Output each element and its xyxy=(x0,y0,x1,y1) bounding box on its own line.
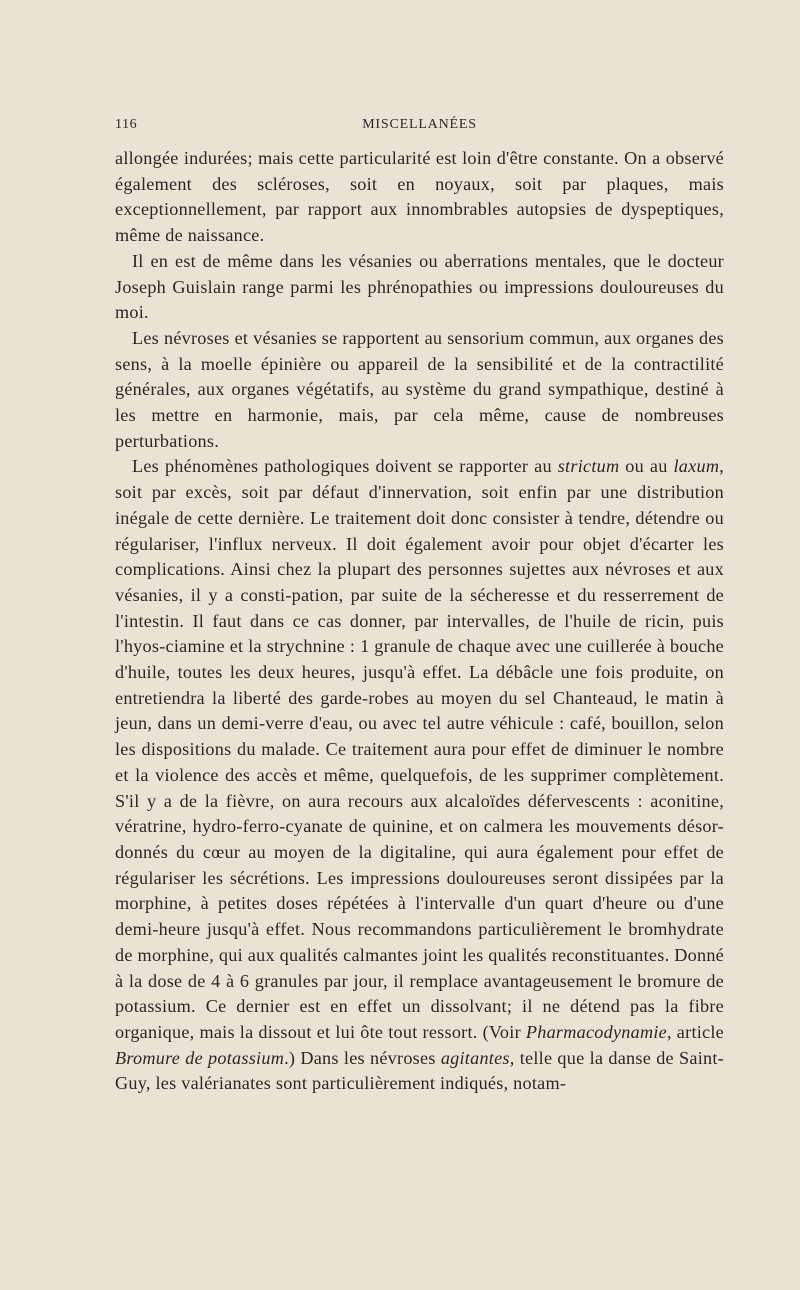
text-run: .) Dans les névroses xyxy=(284,1047,441,1068)
page-number: 116 xyxy=(115,117,138,132)
paragraph xyxy=(115,326,724,455)
text-run: ou au xyxy=(619,456,674,477)
italic-term: laxum xyxy=(673,456,720,477)
paragraph xyxy=(115,249,724,326)
italic-term: strictum xyxy=(557,456,620,477)
text-run: , article xyxy=(667,1021,724,1042)
running-title: MISCELLANÉES xyxy=(362,117,477,132)
italic-term: agitantes xyxy=(440,1047,510,1068)
text-run: allongée indurées; mais cette particularité est loin d'être constante. On a observé également des scléroses, soit en noyaux, soit par plaques, mais exceptionnellement, par rapport aux innombrables autopsies de dyspeptiques, même de naissance. xyxy=(115,148,724,246)
paragraph xyxy=(115,454,724,1097)
text-run: , soit par excès, soit par défaut d'innervation, soit enfin par une distribution inégale de cette dernière. Le traitement doit donc consister à tendre, détendre ou régulariser, l'influx nerveux. Il doit également avoir pour objet d'écarter les complications. Ainsi chez la plupart des personnes sujettes aux névroses et aux vésanies, il y a consti-pation, par suite de la sécheresse et du resserrement de l'intestin. Il faut dans ce cas donner, par intervalles, de l'huile de ricin, puis l'hyos-ciamine et la strychnine : 1 granule de chaque avec une cuillerée à bouche d'huile, toutes les deux heures, jusqu'à effet. La débâcle une fois produite, on entretiendra la liberté des garde-robes au moyen du sel Chanteaud, le matin à jeun, dans un demi-verre d'eau, ou avec tel autre véhicule : café, bouillon, selon les dispositions du malade. Ce traitement aura pour effet de diminuer le nombre et la violence des accès et même, quelquefois, de les supprimer complètement. S'il y a de la fièvre, on aura recours aux alcaloïdes défervescents : aconitine, vératrine, hydro-ferro-cyanate de quinine, et on calmera les mouvements désor-donnés du cœur au moyen de la digitaline, qui aura également pour effet de régulariser les sécrétions. Les impressions douloureuses seront dissipées par la morphine, à petites doses répétées à l'intervalle d'un quart d'heure ou d'une demi-heure jusqu'à effet. Nous recommandons particulièrement le bromhydrate de morphine, qui aux qualités calmantes joint les qualités reconstituantes. Donné à la dose de 4 à 6 granules par jour, il remplace avantageusement le bromure de potassium. Ce dernier est en effet un dissolvant; il ne détend pas la fibre organique, mais la dissout et lui ôte tout ressort. (Voir xyxy=(115,456,724,1042)
body-text xyxy=(115,146,724,1097)
italic-term: Pharmacodynamie xyxy=(525,1021,668,1042)
text-run: Les phénomènes pathologiques doivent se rapporter au xyxy=(132,456,558,477)
text-run: Les névroses et vésanies se rapportent au sensorium commun, aux organes des sens, à la moelle épinière ou appareil de la sensibilité et de la contractilité générales, aux organes végétatifs, au système du grand sympathique, destiné à les mettre en harmonie, mais, par cela même, cause de nombreuses perturbations. xyxy=(115,327,724,451)
page-header xyxy=(115,117,724,137)
text-run: Il en est de même dans les vésanies ou aberrations mentales, que le docteur Joseph Guislain range parmi les phrénopathies ou impressions douloureuses du moi. xyxy=(115,250,724,323)
paragraph xyxy=(115,146,724,249)
italic-term: Bromure de potassium xyxy=(115,1047,285,1068)
text-run: , telle que la danse de Saint-Guy, les valérianates sont particulièrement indiqués, notam- xyxy=(115,1047,724,1094)
